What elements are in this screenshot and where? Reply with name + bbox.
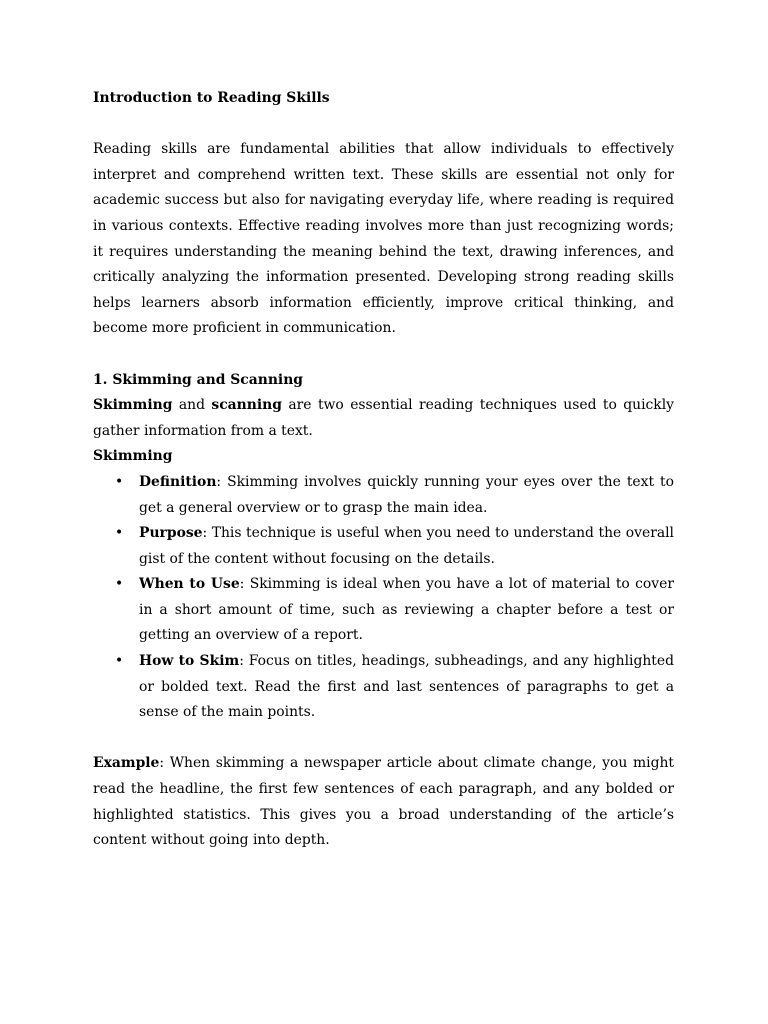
example-paragraph bbox=[93, 751, 674, 853]
spacer bbox=[93, 112, 674, 138]
section-lead-paragraph bbox=[93, 393, 674, 444]
document-page bbox=[93, 86, 674, 854]
lead-connector: and bbox=[172, 397, 212, 414]
section-heading: 1. Skimming and Scanning bbox=[93, 371, 304, 388]
list-item-how-to-skim bbox=[115, 649, 674, 726]
bullet-term: How to Skim bbox=[139, 653, 240, 670]
bullet-text: : Skimming is ideal when you have a lot of material to cover in a short amount of time, such as reviewing a chapter before a test or getting an overview of a report. bbox=[139, 576, 674, 644]
term-scanning: scanning bbox=[211, 397, 282, 414]
skimming-bullet-list bbox=[93, 470, 674, 726]
bullet-text: : Focus on titles, headings, subheadings, and any highlighted or bolded text. Read the first and last sentences of paragraphs to get a sense of the main points. bbox=[139, 653, 674, 721]
lead-rest: are two essential reading techniques used to quickly gather information from a text. bbox=[93, 397, 675, 439]
spacer bbox=[93, 726, 674, 752]
example-text: : When skimming a newspaper article about climate change, you might read the headline, the first few sentences of each paragraph, and any bolded or highlighted statistics. This gives you a broad understanding of the article’s content without going into depth. bbox=[93, 755, 674, 849]
subheading-skimming: Skimming bbox=[93, 448, 173, 465]
spacer bbox=[93, 342, 674, 368]
bullet-term: Definition bbox=[139, 473, 217, 490]
list-item-purpose bbox=[115, 521, 674, 572]
document-title: Introduction to Reading Skills bbox=[93, 90, 330, 106]
bullet-icon: • bbox=[115, 576, 124, 593]
bullet-icon: • bbox=[115, 525, 124, 542]
intro-paragraph: Reading skills are fundamental abilities that allow individuals to effectively interpret and comprehend written text. These skills are essential not only for academic success but also for navigating everyday life, where reading is required in various contexts. Effective reading involves more than just recognizing words; it requires understanding the meaning behind the text, drawing inferences, and critically analyzing the information presented. Developing strong reading skills helps learners absorb information efficiently, improve critical thinking, and become more proficient in communication. bbox=[93, 141, 674, 337]
list-item-definition bbox=[115, 470, 674, 521]
bullet-term: Purpose bbox=[139, 525, 203, 542]
bullet-icon: • bbox=[115, 473, 124, 490]
bullet-text: : This technique is useful when you need to understand the overall gist of the content without focusing on the details. bbox=[139, 525, 674, 567]
example-term: Example bbox=[93, 755, 160, 772]
bullet-icon: • bbox=[115, 653, 124, 670]
list-item-when-to-use bbox=[115, 572, 674, 649]
bullet-text: : Skimming involves quickly running your eyes over the text to get a general overview or to grasp the main idea. bbox=[139, 473, 674, 516]
term-skimming: Skimming bbox=[93, 397, 173, 414]
bullet-term: When to Use bbox=[139, 576, 240, 593]
